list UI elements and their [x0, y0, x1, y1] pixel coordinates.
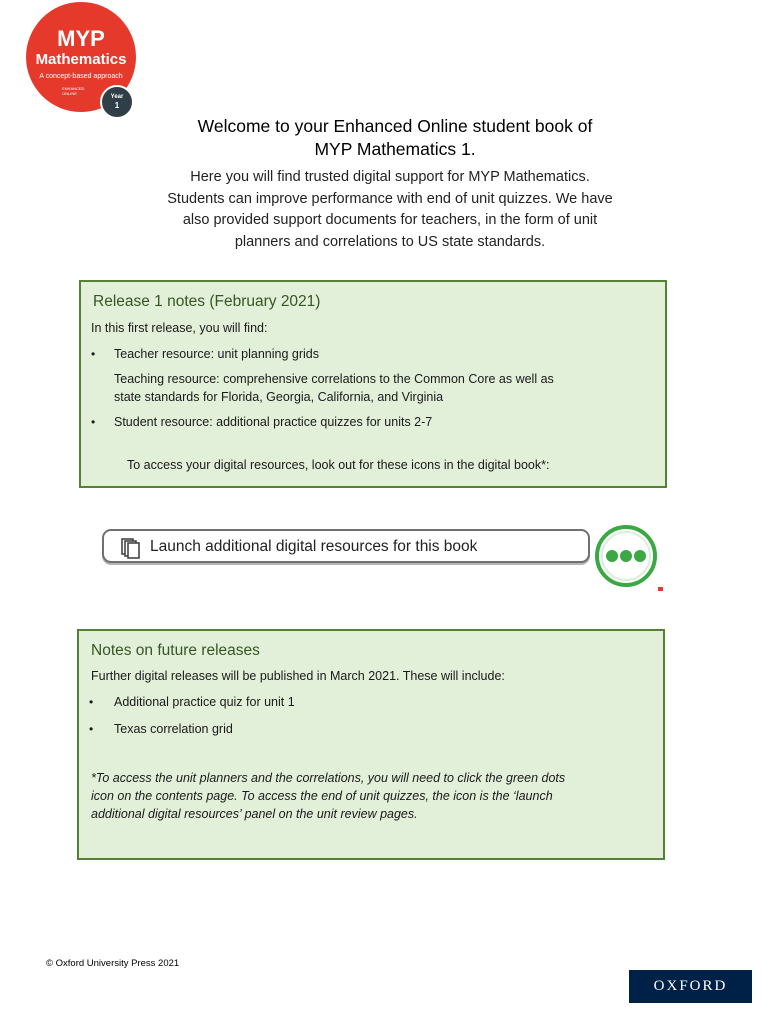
intro-line-3: also provided support documents for teachers, in the form of unit: [182, 212, 598, 228]
copyright-notice: © Oxford University Press 2021: [46, 958, 180, 969]
intro-paragraph: [100, 167, 680, 253]
release-notes-lead: In this first release, you will find:: [91, 321, 268, 335]
release-access-note: To access your digital resources, look out for these icons in the digital book*:: [127, 458, 550, 472]
red-corner-mark: [658, 587, 663, 591]
footnote-line-2: icon on the contents page. To access the end of unit quizzes, the icon is the ‘launch: [91, 789, 553, 803]
title-line-1: Welcome to your Enhanced Online student book of: [197, 116, 593, 136]
intro-line-2: Students can improve performance with end of unit quizzes. We have: [167, 190, 613, 207]
oxford-logo: OXFORD: [629, 970, 752, 1003]
release-extra-line-2: state standards for Florida, Georgia, California, and Virginia: [114, 390, 444, 404]
intro-line-4: planners and correlations to US state standards.: [234, 233, 546, 250]
title-line-2: MYP Mathematics 1.: [314, 139, 476, 159]
release-bullet-teacher: Teacher resource: unit planning grids: [114, 347, 319, 361]
footnote-line-3: additional digital resources’ panel on the unit review pages.: [91, 807, 418, 821]
logo-mathematics: Mathematics: [35, 51, 127, 68]
release-notes-box: [79, 280, 667, 488]
page-title: [100, 115, 690, 161]
future-bullet-texas: Texas correlation grid: [114, 722, 233, 736]
future-releases-heading: Notes on future releases: [91, 642, 260, 659]
year-badge: [100, 85, 134, 119]
future-releases-lead: Further digital releases will be published in March 2021. These will include:: [91, 669, 505, 683]
logo-enhanced-online: ENHANCED ONLINE: [62, 86, 85, 96]
bullet-marker: •: [89, 722, 94, 736]
bullet-marker: •: [91, 415, 96, 429]
footnote-line-1: *To access the unit planners and the correlations, you will need to click the green dots: [91, 771, 566, 785]
bullet-marker: •: [89, 695, 94, 709]
future-bullet-quiz: Additional practice quiz for unit 1: [114, 695, 295, 709]
logo-tagline: A concept-based approach: [39, 73, 123, 80]
launch-resources-label: Launch additional digital resources for this book: [150, 538, 478, 555]
year-number: 1: [114, 101, 120, 110]
bullet-marker: •: [91, 347, 96, 361]
logo-myp: MYP: [57, 26, 105, 51]
intro-line-1: Here you will find trusted digital support for MYP Mathematics.: [190, 169, 590, 185]
release-extra-line-1: Teaching resource: comprehensive correlations to the Common Core as well as: [114, 372, 554, 386]
year-label: Year: [110, 94, 124, 100]
future-releases-box: [77, 629, 665, 860]
release-bullet-student: Student resource: additional practice quizzes for units 2-7: [114, 415, 433, 429]
release-notes-heading: Release 1 notes (February 2021): [93, 293, 321, 310]
launch-resources-panel[interactable]: [102, 529, 590, 563]
book-stack-icon: [120, 537, 142, 559]
green-dots-icon[interactable]: [594, 524, 660, 590]
